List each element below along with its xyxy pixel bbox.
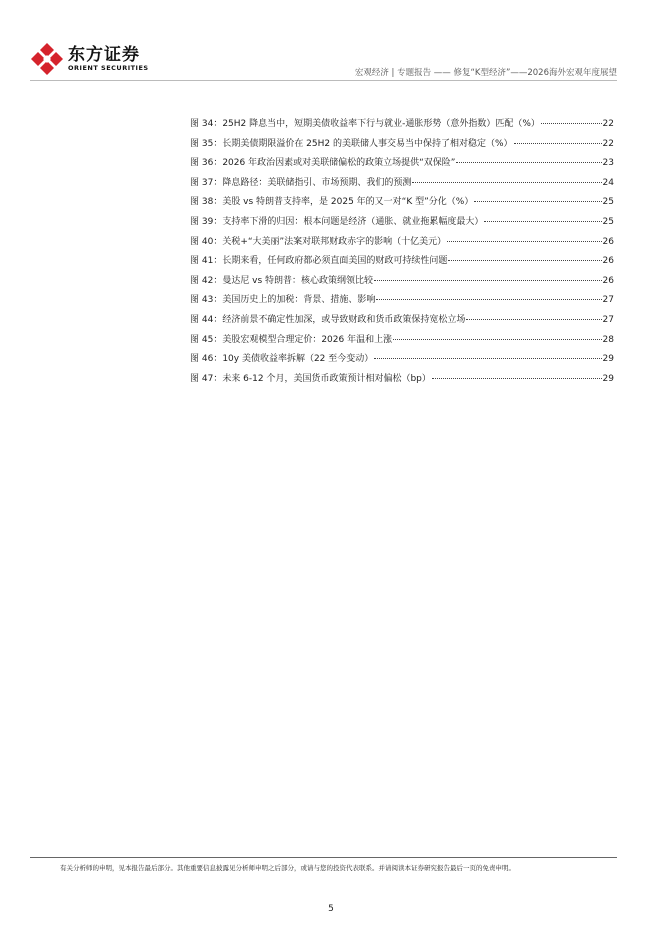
orient-securities-logo-icon [30, 42, 64, 76]
toc-entry-label: 图 35：长期美债期限溢价在 25H2 的美联储人事交易当中保持了相对稳定（%） [190, 138, 513, 149]
toc-entry-label: 图 44：经济前景不确定性加深，或导致财政和货币政策保持宽松立场 [190, 314, 466, 325]
page-number: 5 [328, 904, 334, 914]
toc-entry-label: 图 40：关税+“大美丽”法案对联邦财政赤字的影响（十亿美元） [190, 236, 447, 247]
toc-dot-leader [484, 221, 601, 222]
toc-entry-label: 图 47：未来 6-12 个月，美国货币政策预计相对偏松（bp） [190, 373, 431, 384]
toc-dot-leader [432, 378, 602, 379]
figure-list [190, 116, 614, 390]
toc-entry-label: 图 43：美国历史上的加税：背景、措施、影响 [190, 295, 376, 306]
toc-entry-page: 26 [602, 236, 614, 247]
toc-entry[interactable] [190, 332, 614, 352]
toc-entry[interactable] [190, 194, 614, 214]
toc-entry-label: 图 38：美股 vs 特朗普支持率，是 2025 年的又一对“K 型”分化（%） [190, 197, 474, 208]
toc-entry-label: 图 42：曼达尼 vs 特朗普：核心政策纲领比较 [190, 275, 374, 286]
toc-entry-label: 图 37：降息路径：美联储指引、市场预期、我们的预测 [190, 177, 412, 188]
toc-entry-page: 26 [602, 275, 614, 286]
toc-entry[interactable] [190, 253, 614, 273]
toc-entry[interactable] [190, 234, 614, 254]
header-divider [30, 80, 617, 81]
toc-dot-leader [466, 319, 601, 320]
footer-divider [30, 857, 617, 858]
toc-dot-leader [541, 123, 602, 124]
toc-entry-label: 图 41：长期来看，任何政府都必须直面美国的财政可持续性问题 [190, 256, 448, 267]
toc-dot-leader [514, 143, 602, 144]
toc-dot-leader [447, 241, 601, 242]
toc-entry[interactable] [190, 175, 614, 195]
toc-entry[interactable] [190, 351, 614, 371]
toc-entry-page: 23 [602, 158, 614, 169]
toc-entry-page: 22 [602, 119, 614, 129]
toc-entry[interactable] [190, 312, 614, 332]
logo-chinese-name: 东方证券 [68, 44, 140, 65]
company-logo [30, 42, 149, 76]
toc-entry-page: 25 [602, 197, 614, 208]
toc-entry[interactable] [190, 116, 614, 136]
toc-entry-page: 25 [602, 216, 614, 227]
toc-entry-page: 29 [602, 373, 614, 384]
toc-entry[interactable] [190, 371, 614, 391]
toc-dot-leader [393, 339, 601, 340]
toc-dot-leader [474, 201, 601, 202]
report-breadcrumb: 宏观经济 | 专题报告 —— 修复“K型经济”——2026海外宏观年度展望 [354, 68, 617, 78]
logo-english-name: ORIENT SECURITIES [68, 63, 149, 72]
toc-entry-label: 图 34：25H2 降息当中，短期美债收益率下行与就业-通胀形势（意外指数）匹配（%） [190, 119, 540, 129]
toc-entry-page: 26 [602, 256, 614, 267]
toc-entry[interactable] [190, 273, 614, 293]
toc-entry-label: 图 36：2026 年政治因素或对美联储偏松的政策立场提供“双保险” [190, 158, 456, 169]
toc-entry-label: 图 39：支持率下滑的归因：根本问题是经济（通胀、就业拖累幅度最大） [190, 216, 484, 227]
toc-entry-page: 22 [602, 138, 614, 149]
toc-entry-page: 27 [602, 314, 614, 325]
toc-entry[interactable] [190, 214, 614, 234]
footer-disclaimer: 有关分析师的申明，见本报告最后部分。其他重要信息披露见分析师申明之后部分，或请与您的投资代表联系。并请阅读本证券研究报告最后一页的免责申明。 [60, 864, 515, 872]
toc-dot-leader [374, 280, 601, 281]
toc-dot-leader [456, 162, 601, 163]
toc-entry-page: 24 [602, 177, 614, 188]
toc-dot-leader [412, 182, 601, 183]
toc-dot-leader [448, 260, 601, 261]
toc-entry-page: 28 [602, 334, 614, 345]
toc-entry[interactable] [190, 155, 614, 175]
toc-entry[interactable] [190, 136, 614, 156]
toc-entry-page: 29 [602, 354, 614, 365]
toc-dot-leader [376, 299, 601, 300]
toc-entry-label: 图 45：美股宏观模型合理定价：2026 年温和上涨 [190, 334, 393, 345]
toc-dot-leader [374, 358, 601, 359]
toc-entry-page: 27 [602, 295, 614, 306]
toc-entry-label: 图 46：10y 美债收益率拆解（22 至今变动） [190, 354, 374, 365]
toc-entry[interactable] [190, 292, 614, 312]
